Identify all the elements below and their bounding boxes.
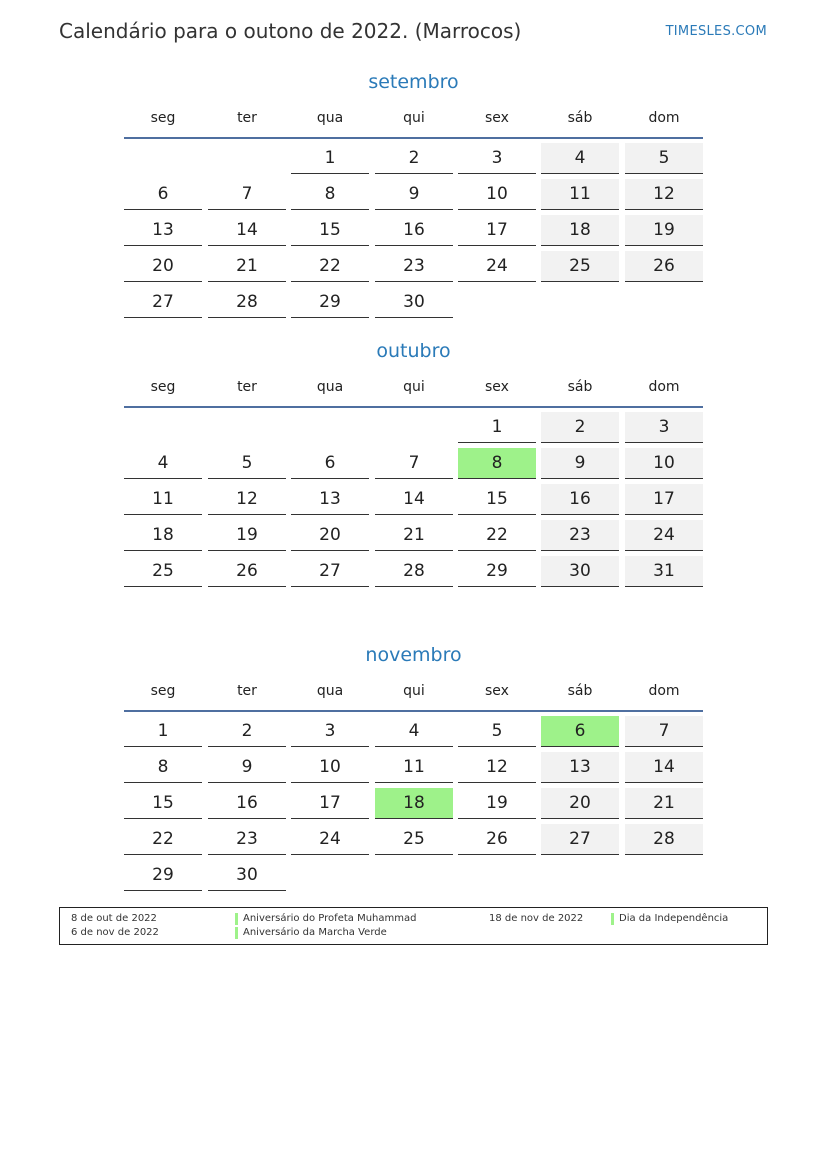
day-cell: 4 [375,716,453,747]
weekday-label: qui [403,379,425,395]
day-cell: 4 [541,143,619,174]
weekday-label: dom [648,379,680,395]
day-cell: 27 [291,556,369,587]
day-cell: 18 [541,215,619,246]
day-cell: 21 [375,520,453,551]
day-cell: 24 [625,520,703,551]
weekday-label: seg [150,379,176,395]
day-cell-holiday: 6 [541,716,619,747]
day-cell: 16 [208,788,286,819]
day-cell: 12 [625,179,703,210]
day-cell: 25 [541,251,619,282]
day-cell: 28 [208,287,286,318]
day-cell: 27 [541,824,619,855]
day-cell: 17 [458,215,536,246]
legend-date: 6 de nov de 2022 [71,927,159,938]
day-cell-holiday: 18 [375,788,453,819]
day-cell: 2 [208,716,286,747]
day-cell: 5 [208,448,286,479]
day-cell: 11 [375,752,453,783]
day-cell: 26 [208,556,286,587]
day-cell: 14 [625,752,703,783]
day-cell: 13 [291,484,369,515]
day-cell: 20 [124,251,202,282]
day-cell: 27 [124,287,202,318]
day-cell: 7 [625,716,703,747]
weekday-label: sáb [567,379,593,395]
day-cell: 11 [541,179,619,210]
day-cell: 1 [458,412,536,443]
day-cell: 9 [541,448,619,479]
weekday-label: qua [316,110,344,126]
legend-date: 18 de nov de 2022 [489,913,584,924]
day-cell: 22 [291,251,369,282]
day-cell: 26 [625,251,703,282]
day-cell: 7 [208,179,286,210]
header-divider [124,406,703,408]
weekday-label: sex [485,683,509,699]
month-title: novembro [365,644,462,666]
day-cell: 15 [124,788,202,819]
day-cell: 25 [375,824,453,855]
legend-color-swatch [611,913,614,925]
day-cell: 9 [208,752,286,783]
day-cell: 30 [208,860,286,891]
day-cell: 3 [458,143,536,174]
day-cell: 19 [625,215,703,246]
header-divider [124,137,703,139]
day-cell: 23 [208,824,286,855]
day-cell: 4 [124,448,202,479]
day-cell: 28 [625,824,703,855]
weekday-label: ter [237,379,257,395]
weekday-label: seg [150,110,176,126]
legend-date: 8 de out de 2022 [71,913,157,924]
day-cell: 24 [458,251,536,282]
day-cell: 3 [625,412,703,443]
day-cell: 17 [625,484,703,515]
day-cell: 13 [124,215,202,246]
day-cell: 30 [375,287,453,318]
day-cell: 23 [541,520,619,551]
day-cell: 13 [541,752,619,783]
day-cell: 1 [124,716,202,747]
day-cell: 15 [458,484,536,515]
day-cell: 10 [458,179,536,210]
day-cell: 8 [291,179,369,210]
day-cell: 19 [458,788,536,819]
day-cell: 22 [124,824,202,855]
weekday-label: seg [150,683,176,699]
day-cell: 8 [124,752,202,783]
day-cell: 14 [208,215,286,246]
day-cell: 6 [124,179,202,210]
month-title: outubro [376,340,451,362]
weekday-label: sáb [567,110,593,126]
day-cell: 21 [625,788,703,819]
day-cell: 24 [291,824,369,855]
page-title: Calendário para o outono de 2022. (Marrocos) [59,19,522,43]
day-cell: 28 [375,556,453,587]
day-cell: 6 [291,448,369,479]
day-cell: 25 [124,556,202,587]
day-cell: 18 [124,520,202,551]
day-cell: 5 [458,716,536,747]
weekday-label: ter [237,683,257,699]
day-cell: 7 [375,448,453,479]
legend-color-swatch [235,913,238,925]
day-cell: 29 [458,556,536,587]
weekday-label: sáb [567,683,593,699]
weekday-header [124,379,703,397]
day-cell: 9 [375,179,453,210]
weekday-label: qua [316,683,344,699]
header-divider [124,710,703,712]
legend-holiday-name: Aniversário do Profeta Muhammad [243,913,417,924]
weekday-label: qui [403,683,425,699]
legend-holiday-name: Aniversário da Marcha Verde [243,927,387,938]
day-cell: 23 [375,251,453,282]
day-cell: 10 [291,752,369,783]
day-cell: 26 [458,824,536,855]
weekday-label: qua [316,379,344,395]
day-cell: 5 [625,143,703,174]
day-cell-holiday: 8 [458,448,536,479]
weekday-label: dom [648,110,680,126]
day-cell: 1 [291,143,369,174]
weekday-label: sex [485,379,509,395]
day-cell: 12 [458,752,536,783]
day-cell: 20 [541,788,619,819]
weekday-header [124,110,703,128]
day-cell: 20 [291,520,369,551]
day-cell: 29 [291,287,369,318]
day-cell: 3 [291,716,369,747]
day-cell: 16 [541,484,619,515]
day-cell: 12 [208,484,286,515]
brand-link[interactable]: TIMESLES.COM [665,24,767,39]
day-cell: 2 [541,412,619,443]
holiday-legend [59,907,768,945]
day-cell: 16 [375,215,453,246]
weekday-label: dom [648,683,680,699]
weekday-label: sex [485,110,509,126]
day-cell: 22 [458,520,536,551]
legend-holiday-name: Dia da Independência [619,913,729,924]
day-cell: 19 [208,520,286,551]
day-cell: 14 [375,484,453,515]
day-cell: 30 [541,556,619,587]
legend-color-swatch [235,927,238,939]
day-cell: 31 [625,556,703,587]
day-cell: 15 [291,215,369,246]
day-cell: 11 [124,484,202,515]
weekday-label: ter [237,110,257,126]
day-cell: 29 [124,860,202,891]
day-cell: 21 [208,251,286,282]
weekday-label: qui [403,110,425,126]
month-title: setembro [368,71,459,93]
day-cell: 10 [625,448,703,479]
day-cell: 2 [375,143,453,174]
day-cell: 17 [291,788,369,819]
weekday-header [124,683,703,701]
